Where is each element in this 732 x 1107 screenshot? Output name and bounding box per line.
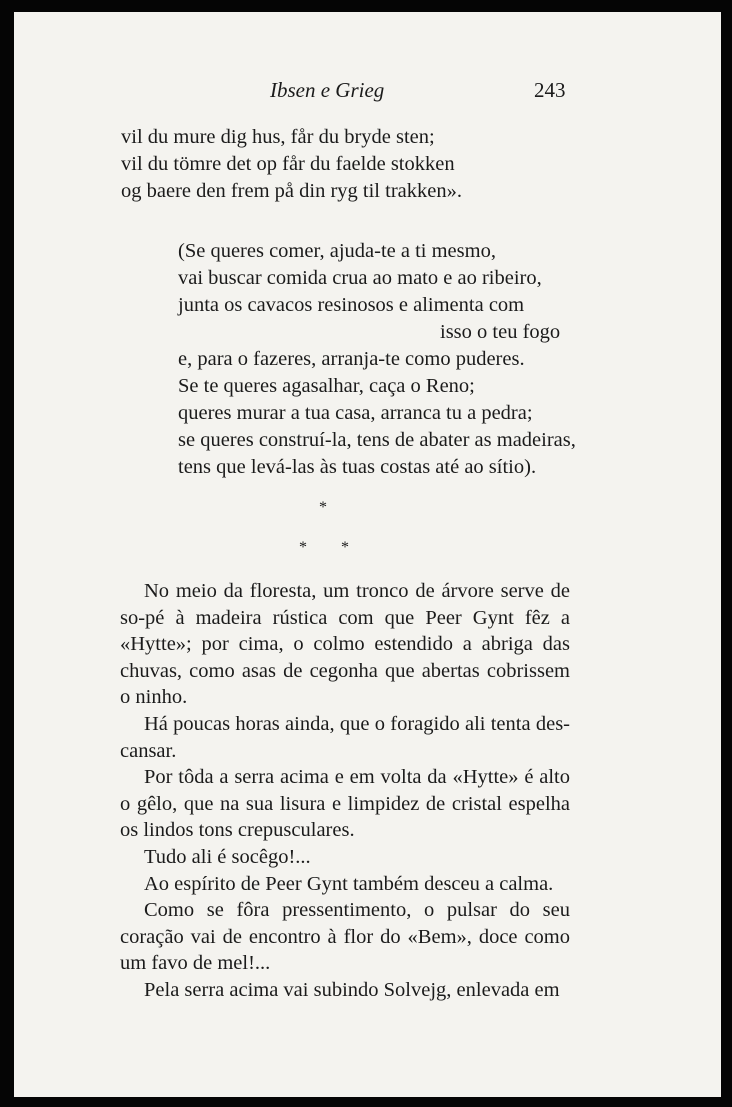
verse-line: junta os cavacos resinosos e alimenta com (178, 294, 525, 316)
paragraph: Por tôda a serra acima e em volta da «Hytte» é alto o gêlo, que na sua lisura e limpidez de cristal espelha os lindos tons crepusculares. (120, 766, 570, 842)
body-text (120, 578, 570, 1004)
page-header (14, 78, 721, 108)
book-page (14, 12, 721, 1097)
paragraph: Pela serra acima vai subindo Solvejg, enlevada em (144, 978, 560, 1001)
verse-line: queres murar a tua casa, arranca tu a pedra; (178, 402, 533, 424)
norwegian-verse (121, 124, 462, 205)
page-number: 243 (534, 78, 566, 102)
verse-line: vil du tömre det op får du faelde stokken (121, 153, 455, 175)
paragraph: No meio da floresta, um tronco de árvore serve de so-pé à madeira rústica com que Peer Gynt fêz a «Hytte»; por cima, o colmo estendido a abriga das chuvas, como asas de cegonha que abertas cobrissem o ninho. (120, 580, 570, 709)
running-title: Ibsen e Grieg (270, 78, 385, 102)
paragraph: Tudo ali é socêgo!... (144, 845, 311, 868)
verse-line: e, para o fazeres, arranja-te como puderes. (178, 348, 525, 370)
asterism-star: * (319, 499, 327, 516)
verse-line: tens que levá-las às tuas costas até ao sítio). (178, 456, 537, 478)
paragraph: Ao espírito de Peer Gynt também desceu a calma. (144, 872, 554, 895)
verse-line: se queres construí-la, tens de abater as madeiras, (178, 429, 576, 451)
paragraph: Há poucas horas ainda, que o foragido ali tenta des-cansar. (120, 712, 570, 762)
verse-line: og baere den frem på din ryg til trakken». (121, 180, 462, 202)
verse-line: vil du mure dig hus, får du bryde sten; (121, 126, 435, 148)
portuguese-translation (178, 238, 576, 481)
asterism-star: * (299, 539, 307, 556)
verse-line-continuation: isso o teu fogo (440, 321, 561, 343)
asterism-star: * (341, 539, 349, 556)
verse-line: (Se queres comer, ajuda-te a ti mesmo, (178, 240, 496, 262)
verse-line: vai buscar comida crua ao mato e ao ribeiro, (178, 267, 542, 289)
verse-line: Se te queres agasalhar, caça o Reno; (178, 375, 475, 397)
paragraph: Como se fôra pressentimento, o pulsar do seu coração vai de encontro à flor do «Bem», doce como um favo de mel!... (120, 899, 570, 975)
